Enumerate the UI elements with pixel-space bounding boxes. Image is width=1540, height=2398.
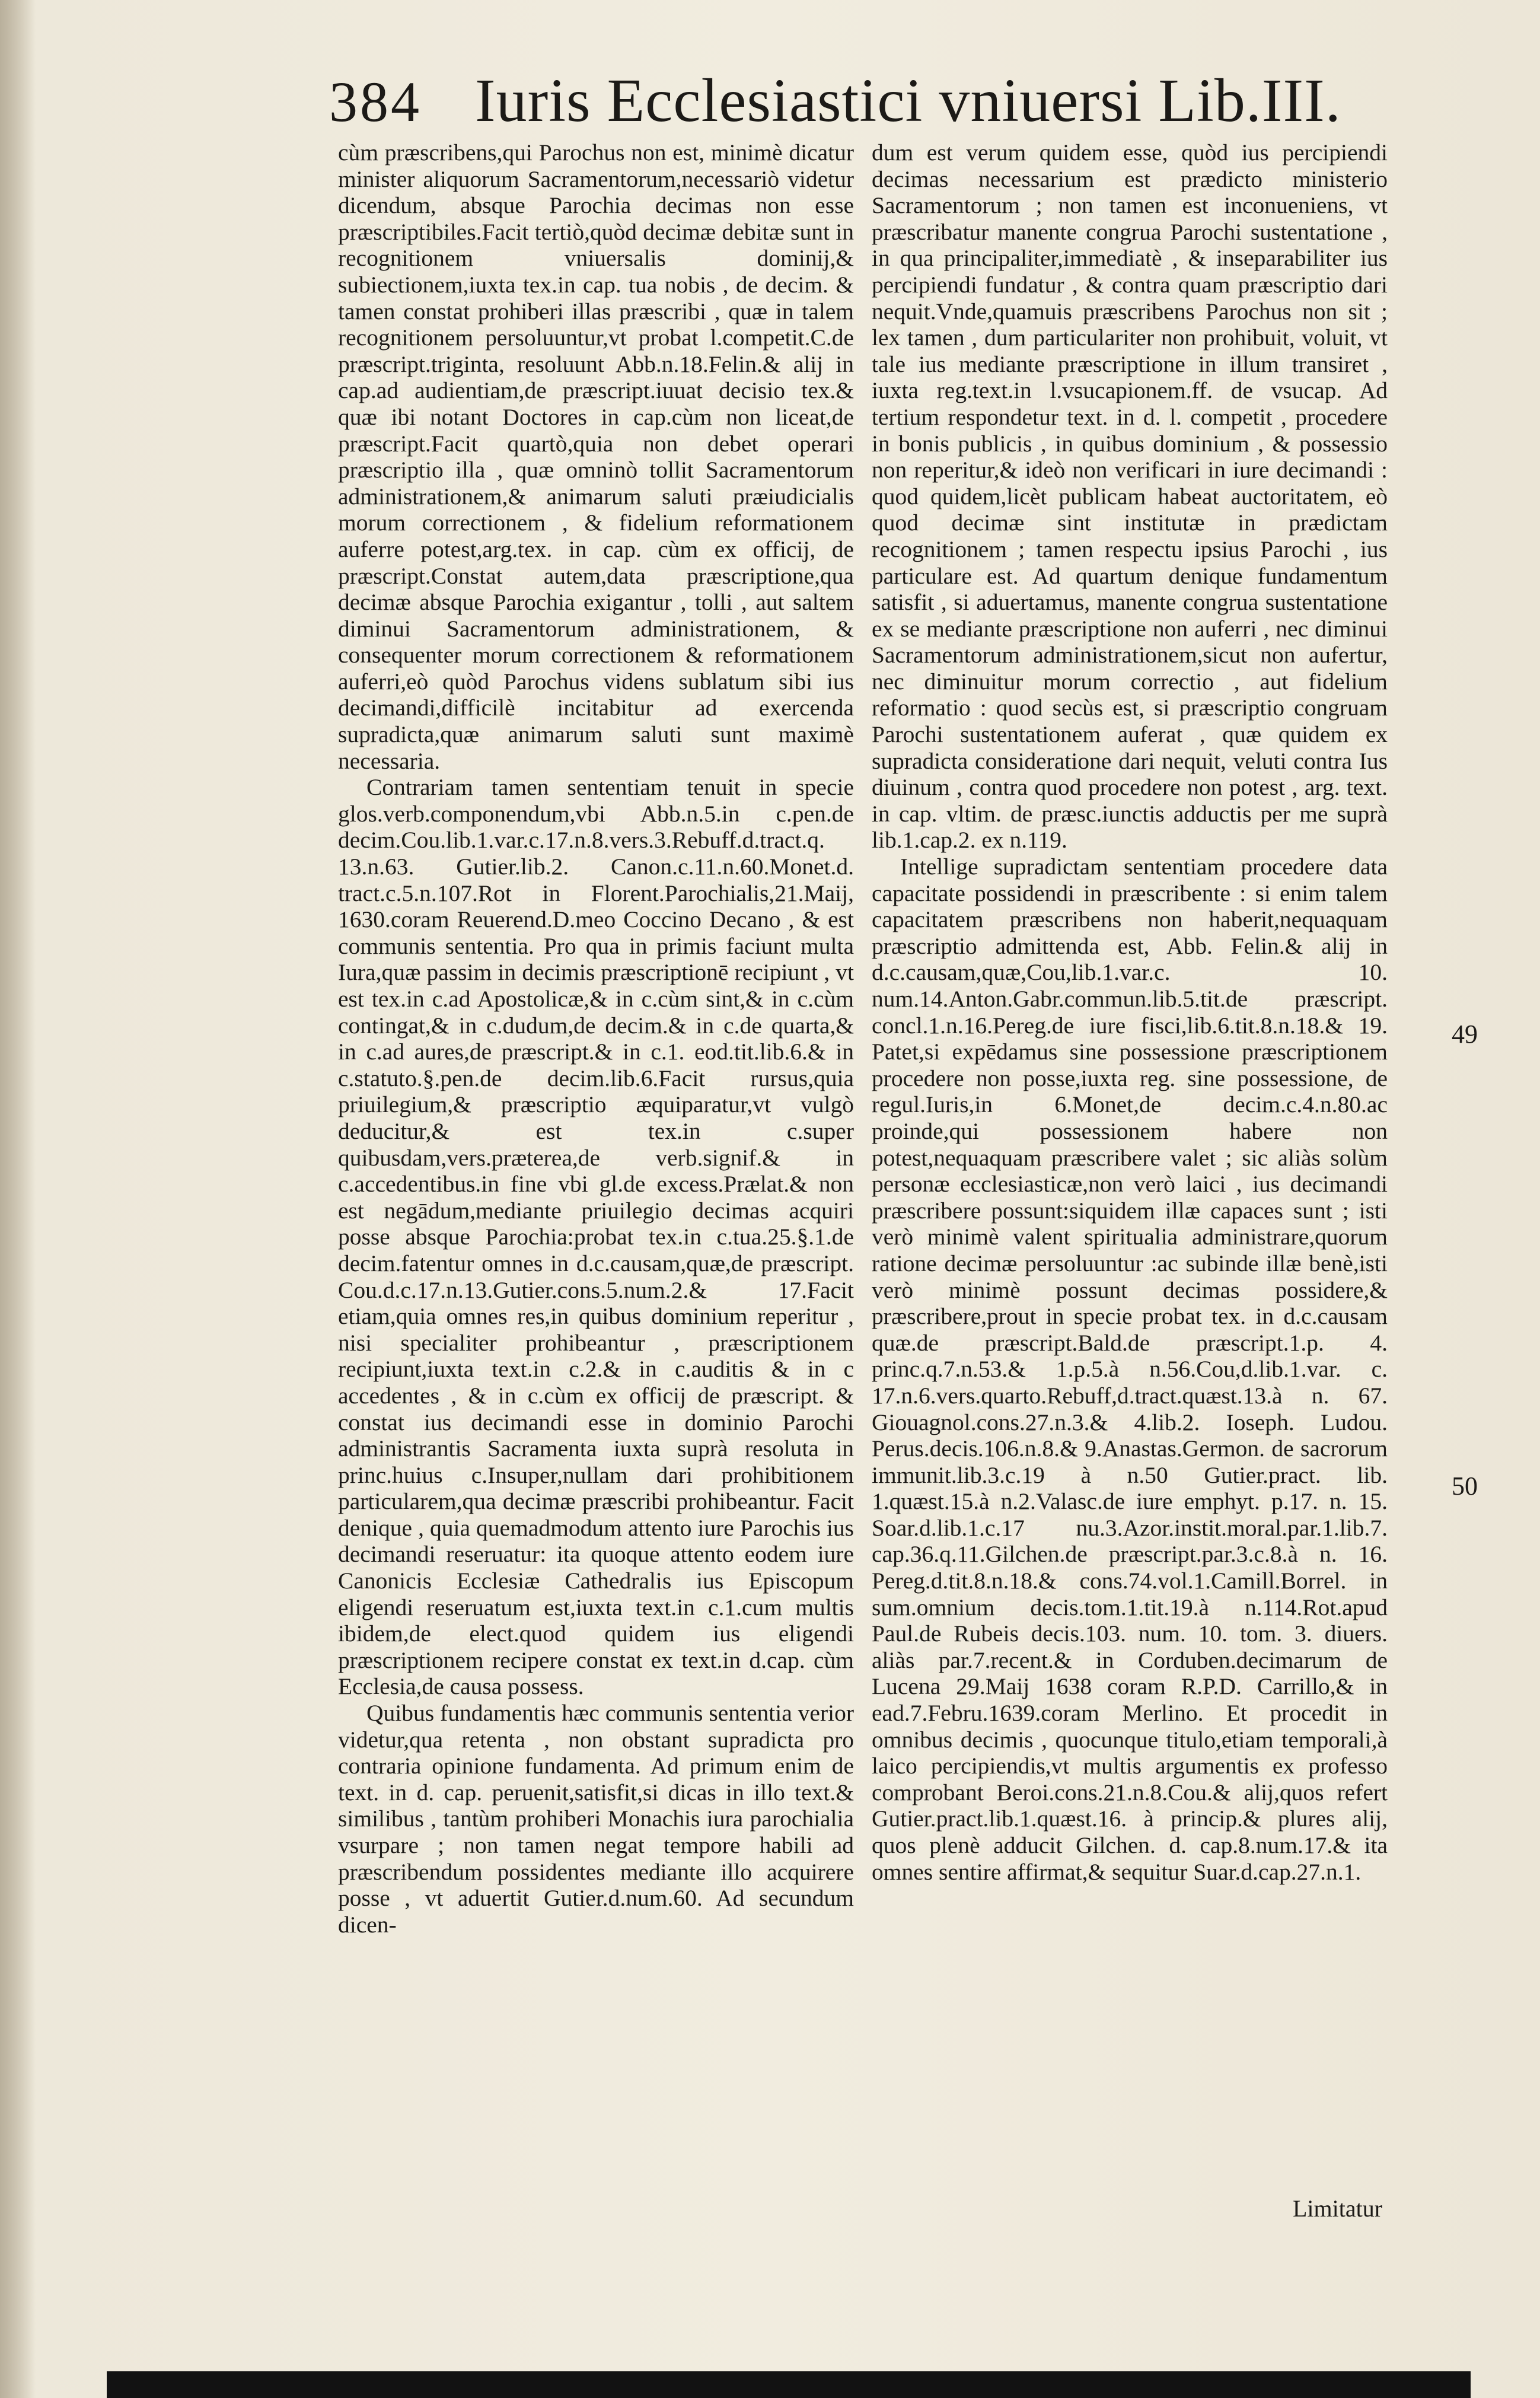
paragraph: Contrariam tamen sententiam tenuit in specie glos.verb.componendum,vbi Abb.n.5.in c.pen.de decim.Cou.lib.1.var.c.17.n.8.vers.3.Rebuff.d.tract.q. 13.n.63. Gutier.lib.2. Canon.c.11.n.60.Monet.d. tract.c.5.n.107.Rot in Florent.Parochialis,21.Maij, 1630.coram Reuerend.D.meo Coccino Decano , & est communis sententia. Pro qua in primis faciunt multa Iura,quæ passim in decimis præscriptionē recipiunt , vt est tex.in c.ad Apostolicæ,& in c.cùm sint,& in c.cùm contingat,& in c.dudum,de decim.& in c.de quarta,& in c.ad aures,de præscript.& in c.1. eod.tit.lib.6.& in c.statuto.§.pen.de decim.lib.6.Facit rursus,quia priuilegium,& præscriptio æquiparatur,vt vulgò deducitur,& est tex.in c.super quibusdam,vers.præterea,de verb.signif.& in c.accedentibus.in fine vbi gl.de excess.Prælat.& non est negādum,mediante priuilegio decimas acquiri posse absque Parochia:probat tex.in c.tua.25.§.1.de decim.fatentur omnes in d.c.causam,quæ,de præscript. Cou.d.c.17.n.13.Gutier.cons.5.num.2.& 17.Facit etiam,quia omnes res,in quibus dominium reperitur , nisi specialiter prohibeantur , præscriptionem recipiunt,iuxta text.in c.2.& in c.auditis & in c accedentes , & in c.cùm ex officij de præscript. & constat ius decimandi esse in dominio Parochi administrantis Sacramenta iuxta suprà resoluta in princ.huius c.Insuper,nullam dari prohibitionem particularem,qua decimæ præscribi prohibeantur. Facit denique , quia quemadmodum attento iure Parochis ius decimandi reseruatur: ita quoque attento eodem iure Canonicis Ecclesiæ Cathedralis ius Episcopum eligendi reseruatum est,iuxta text.in c.1.cum multis ibidem,de elect.quod quidem ius eligendi præscriptionem recipere constat ex text.in d.cap. cùm Ecclesia,de causa possess. — [338, 774, 854, 1700]
paragraph: Quibus fundamentis hæc communis sententia verior videtur,qua retenta , non obstant supradicta pro contraria opinione fundamenta. Ad primum enim de text. in d. cap. peruenit,satisfit,si dicas in illo text.& similibus , tantùm prohiberi Monachis iura parochialia vsurpare ; non tamen negat tempore habili ad præscribendum possidentes mediante illo acquirere posse , vt aduertit Gutier.d.num.60. Ad secundum dicen- — [338, 1700, 854, 1938]
gutter-shadow — [0, 0, 36, 2398]
margin-number: 49 — [1452, 1020, 1478, 1049]
left-column — [338, 139, 854, 1938]
scan-edge-bar — [107, 2371, 1471, 2398]
margin-number: 50 — [1452, 1472, 1478, 1501]
right-column — [872, 139, 1388, 1885]
paragraph: cùm præscribens,qui Parochus non est, minimè dicatur minister aliquorum Sacramentorum,necessariò videtur dicendum, absque Parochia decimas non esse præscriptibiles.Facit tertiò,quòd decimæ debitæ sunt in recognitionem vniuersalis dominij,& subiectionem,iuxta tex.in cap. tua nobis , de decim. & tamen constat prohiberi illas præscribi , quæ in talem recognitionem persoluuntur,vt probat l.competit.C.de præscript.triginta, resoluunt Abb.n.18.Felin.& alij in cap.ad audientiam,de præscript.iuuat decisio tex.& quæ ibi notant Doctores in cap.cùm non liceat,de præscript.Facit quartò,quia non debet operari præscriptio illa , quæ omninò tollit Sacramentorum administrationem,& animarum saluti præiudicialis morum correctionem , & fidelium reformationem auferre potest,arg.tex. in cap. cùm ex officij, de præscript.Constat autem,data præscriptione,qua decimæ absque Parochia exigantur , tolli , aut saltem diminui Sacramentorum administrationem, & consequenter morum correctionem & reformationem auferri,eò quòd Parochus videns sublatum sibi ius decimandi,difficilè incitabitur ad exercenda supradicta,quæ animarum saluti sunt maximè necessaria. — [338, 139, 854, 774]
paragraph: Intellige supradictam sententiam procedere data capacitate possidendi in præscribente : si enim talem capacitatem præscribens non haberit,nequaquam præscriptio admittenda est, Abb. Felin.& alij in d.c.causam,quæ,Cou,lib.1.var.c. 10. num.14.Anton.Gabr.commun.lib.5.tit.de præscript. concl.1.n.16.Pereg.de iure fisci,lib.6.tit.8.n.18.& 19. Patet,si expēdamus sine possessione præscriptionem procedere non posse,iuxta reg. sine possessione, de regul.Iuris,in 6.Monet,de decim.c.4.n.80.ac proinde,qui possessionem habere non potest,nequaquam præscribere valet ; sic aliàs solùm personæ ecclesiasticæ,non verò laici , ius decimandi præscribere possunt:siquidem illæ capaces sunt ; isti verò minimè valent spiritualia administrare,quorum ratione decimæ persoluuntur :ac subinde illæ benè,isti verò minimè possunt decimas possidere,& præscribere,prout in specie probat tex. in d.c.causam quæ.de præscript.Bald.de præscript.1.p. 4. princ.q.7.n.53.& 1.p.5.à n.56.Cou,d.lib.1.var. c. 17.n.6.vers.quarto.Rebuff,d.tract.quæst.13.à n. 67. Giouagnol.cons.27.n.3.& 4.lib.2. Ioseph. Ludou. Perus.decis.106.n.8.& 9.Anastas.Germon. de sacrorum immunit.lib.3.c.19 à n.50 Gutier.pract. lib. 1.quæst.15.à n.2.Valasc.de iure emphyt. p.17. n. 15. Soar.d.lib.1.c.17 nu.3.Azor.instit.moral.par.1.lib.7. cap.36.q.11.Gilchen.de præscript.par.3.c.8.à n. 16. Pereg.d.tit.8.n.18.& cons.74.vol.1.Camill.Borrel. in sum.omnium decis.tom.1.tit.19.à n.114.Rot.apud Paul.de Rubeis decis.103. num. 10. tom. 3. diuers. aliàs par.7.recent.& in Corduben.decimarum de Lucena 29.Maij 1638 coram R.P.D. Carrillo,& in ead.7.Febru.1639.coram Merlino. Et procedit in omnibus decimis , quocunque titulo,etiam temporali,à laico percipiendis,vt multis argumentis ex professo comprobant Beroi.cons.21.n.8.Cou.& alij,quos refert Gutier.pract.lib.1.quæst.16. à princip.& plures alij, quos plenè adducit Gilchen. d. cap.8.num.17.& ita omnes sentire affirmat,& sequitur Suar.d.cap.27.n.1. — [872, 854, 1388, 1885]
catchword: Limitatur — [1293, 2195, 1383, 2222]
paragraph: dum est verum quidem esse, quòd ius percipiendi decimas necessarium est prædicto ministerio Sacramentorum ; non tamen est inconueniens, vt præscribatur manente congrua Parochi sustentatione , in qua principaliter,immediatè , & inseparabiliter ius percipiendi fundatur , & contra quam præscriptio dari nequit.Vnde,quamuis præscribens Parochus non sit ; lex tamen , dum particulariter non prohibuit, voluit, vt tale ius mediante præscriptione in illum transiret , iuxta reg.text.in l.vsucapionem.ff. de vsucap. Ad tertium respondetur text. in d. l. competit , procedere in bonis publicis , in quibus dominium , & possessio non reperitur,& ideò non verificari in iure decimandi : quod quidem,licèt publicam habeat auctoritatem, eò quod decimæ sint institutæ in prædictam recognitionem ; tamen respectu ipsius Parochi , ius particulare est. Ad quartum denique fundamentum satisfit , si aduertamus, manente congrua sustentatione ex se mediante præscriptione non auferri , nec diminui Sacramentorum administrationem,sicut non aufertur, nec diminuitur morum correctio , aut fidelium reformatio : quod secùs est, si præscriptio congruam Parochi sustentationem auferat , quæ quidem ex supradicta consideratione dari nequit, veluti contra Ius diuinum , contra quod procedere non potest , arg. text. in cap. vltim. de præsc.iunctis adductis per me suprà lib.1.cap.2. ex n.119. — [872, 139, 1388, 854]
page-number: 384 — [329, 70, 422, 133]
page-header — [329, 65, 1426, 142]
running-title: Iuris Ecclesiastici vniuersi Lib.III. — [475, 66, 1341, 135]
